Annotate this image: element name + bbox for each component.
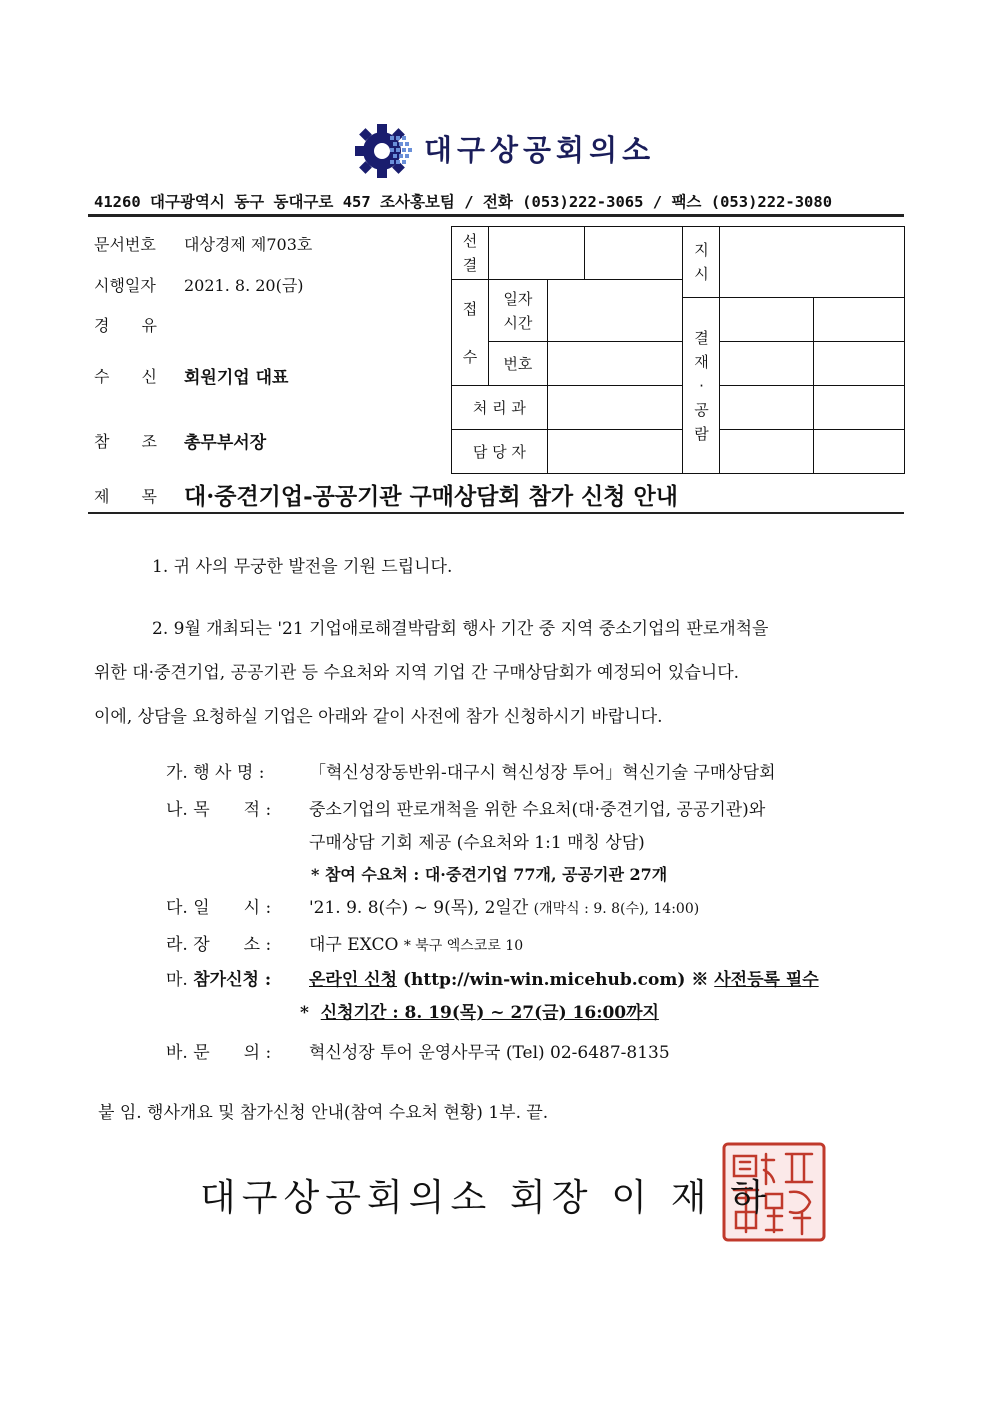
jeop-su-cell: 접 수 [452, 280, 489, 386]
gj-blank-1a [720, 298, 814, 342]
item-e-period: * 신청기간 : 8. 19(목) ~ 27(금) 16:00까지 [300, 1003, 659, 1023]
via-label: 경 유 [94, 316, 157, 335]
subject-title: 대·중견기업-공공기관 구매상담회 참가 신청 안내 [184, 483, 678, 510]
signature-line: 대구상공회의소 회장 이 재 하 [200, 1176, 772, 1219]
item-a-text: 「혁신성장동반위-대구시 혁신성장 투어」혁신기술 구매상담회 [309, 763, 776, 783]
org-name: 대구상공회의소 [424, 133, 656, 167]
gj-blank-3b [814, 386, 905, 430]
beonho-blank [547, 342, 683, 386]
date: 2021. 8. 20(금) [184, 276, 304, 295]
cheorigwa-blank [547, 386, 683, 430]
paragraph-2-line-3: 이에, 상담을 요청하실 기업은 아래와 같이 사전에 참가 신청하시기 바랍니다. [94, 707, 663, 727]
recipient: 회원기업 대표 [184, 368, 289, 388]
ji-si-cell: 지 시 [683, 227, 720, 298]
gj-blank-4a [720, 430, 814, 474]
seon-gyeol-blank-2 [584, 227, 683, 280]
damdangja-blank [547, 430, 683, 474]
gyeoljae-gongram-cell: 결 재 · 공 람 [683, 298, 720, 474]
gj-blank-1b [814, 298, 905, 342]
item-c-text: '21. 9. 8(수) ~ 9(목), 2일간 (개막식 : 9. 8(수), 14:00) [309, 898, 700, 918]
item-d-label: 라. 장 소 : [166, 935, 272, 955]
item-e-label: 마. 참가신청 : [166, 970, 272, 990]
item-e-text: 온라인 신청 (http://win-win.micehub.com) ※ 사전등록 필수 [309, 970, 819, 990]
item-a-label: 가. 행 사 명 : [166, 763, 265, 783]
subject-rule [88, 512, 904, 514]
damdangja-label: 담 당 자 [452, 430, 548, 474]
item-c-label: 다. 일 시 : [166, 898, 272, 918]
item-b-note: * 참여 수요처 : 대·중견기업 77개, 공공기관 27개 [311, 865, 668, 884]
seon-gyeol-blank-1 [488, 227, 584, 280]
ilja-sigan-blank [547, 280, 683, 342]
attachment-line: 붙 임. 행사개요 및 참가신청 안내(참여 수요처 현황) 1부. 끝. [98, 1103, 549, 1123]
gj-blank-3a [720, 386, 814, 430]
ref-label: 참 조 [94, 432, 157, 451]
gear-logo-icon [352, 122, 418, 180]
paragraph-1: 1. 귀 사의 무궁한 발전을 기원 드립니다. [152, 557, 453, 577]
item-b-label: 나. 목 적 : [166, 800, 272, 820]
apply-url[interactable]: (http://win-win.micehub.com) [402, 970, 686, 990]
header-rule [88, 214, 904, 217]
date-label: 시행일자 [94, 276, 156, 295]
doc-no-label: 문서번호 [94, 235, 156, 254]
seon-gyeol-cell: 선 결 [452, 227, 489, 280]
item-b-text-2: 구매상담 기회 제공 (수요처와 1:1 매칭 상담) [309, 833, 645, 853]
paragraph-2-line-1: 2. 9월 개최되는 '21 기업애로해결박람회 행사 기간 중 지역 중소기업의 판로개척을 [152, 619, 769, 639]
ilja-sigan-label: 일자 시간 [488, 280, 547, 342]
gj-blank-2b [814, 342, 905, 386]
gj-blank-4b [814, 430, 905, 474]
subject-label: 제 목 [94, 487, 157, 506]
item-b-text-1: 중소기업의 판로개척을 위한 수요처(대·중견기업, 공공기관)와 [309, 800, 766, 820]
reference: 총무부서장 [184, 433, 267, 453]
beonho-label: 번호 [488, 342, 547, 386]
item-d-text: 대구 EXCO * 북구 엑스코로 10 [309, 935, 524, 955]
paragraph-2-line-2: 위한 대·중견기업, 공공기관 등 수요처와 지역 기업 간 구매상담회가 예정되어 있습니다. [94, 663, 740, 683]
gj-blank-2a [720, 342, 814, 386]
item-f-text: 혁신성장 투어 운영사무국 (Tel) 02-6487-8135 [309, 1043, 670, 1063]
cheorigwa-label: 처 리 과 [452, 386, 548, 430]
org-logo [352, 122, 656, 180]
ji-si-blank [720, 227, 905, 298]
to-label: 수 신 [94, 367, 157, 386]
doc-no: 대상경제 제703호 [184, 235, 313, 254]
address-line: 41260 대구광역시 동구 동대구로 457 조사홍보팀 / 전화 (053)222-3065 / 팩스 (053)222-3080 [94, 193, 833, 211]
item-f-label: 바. 문 의 : [166, 1043, 272, 1063]
online-apply-link[interactable]: 온라인 신청 [309, 970, 398, 990]
approval-table [451, 226, 905, 474]
